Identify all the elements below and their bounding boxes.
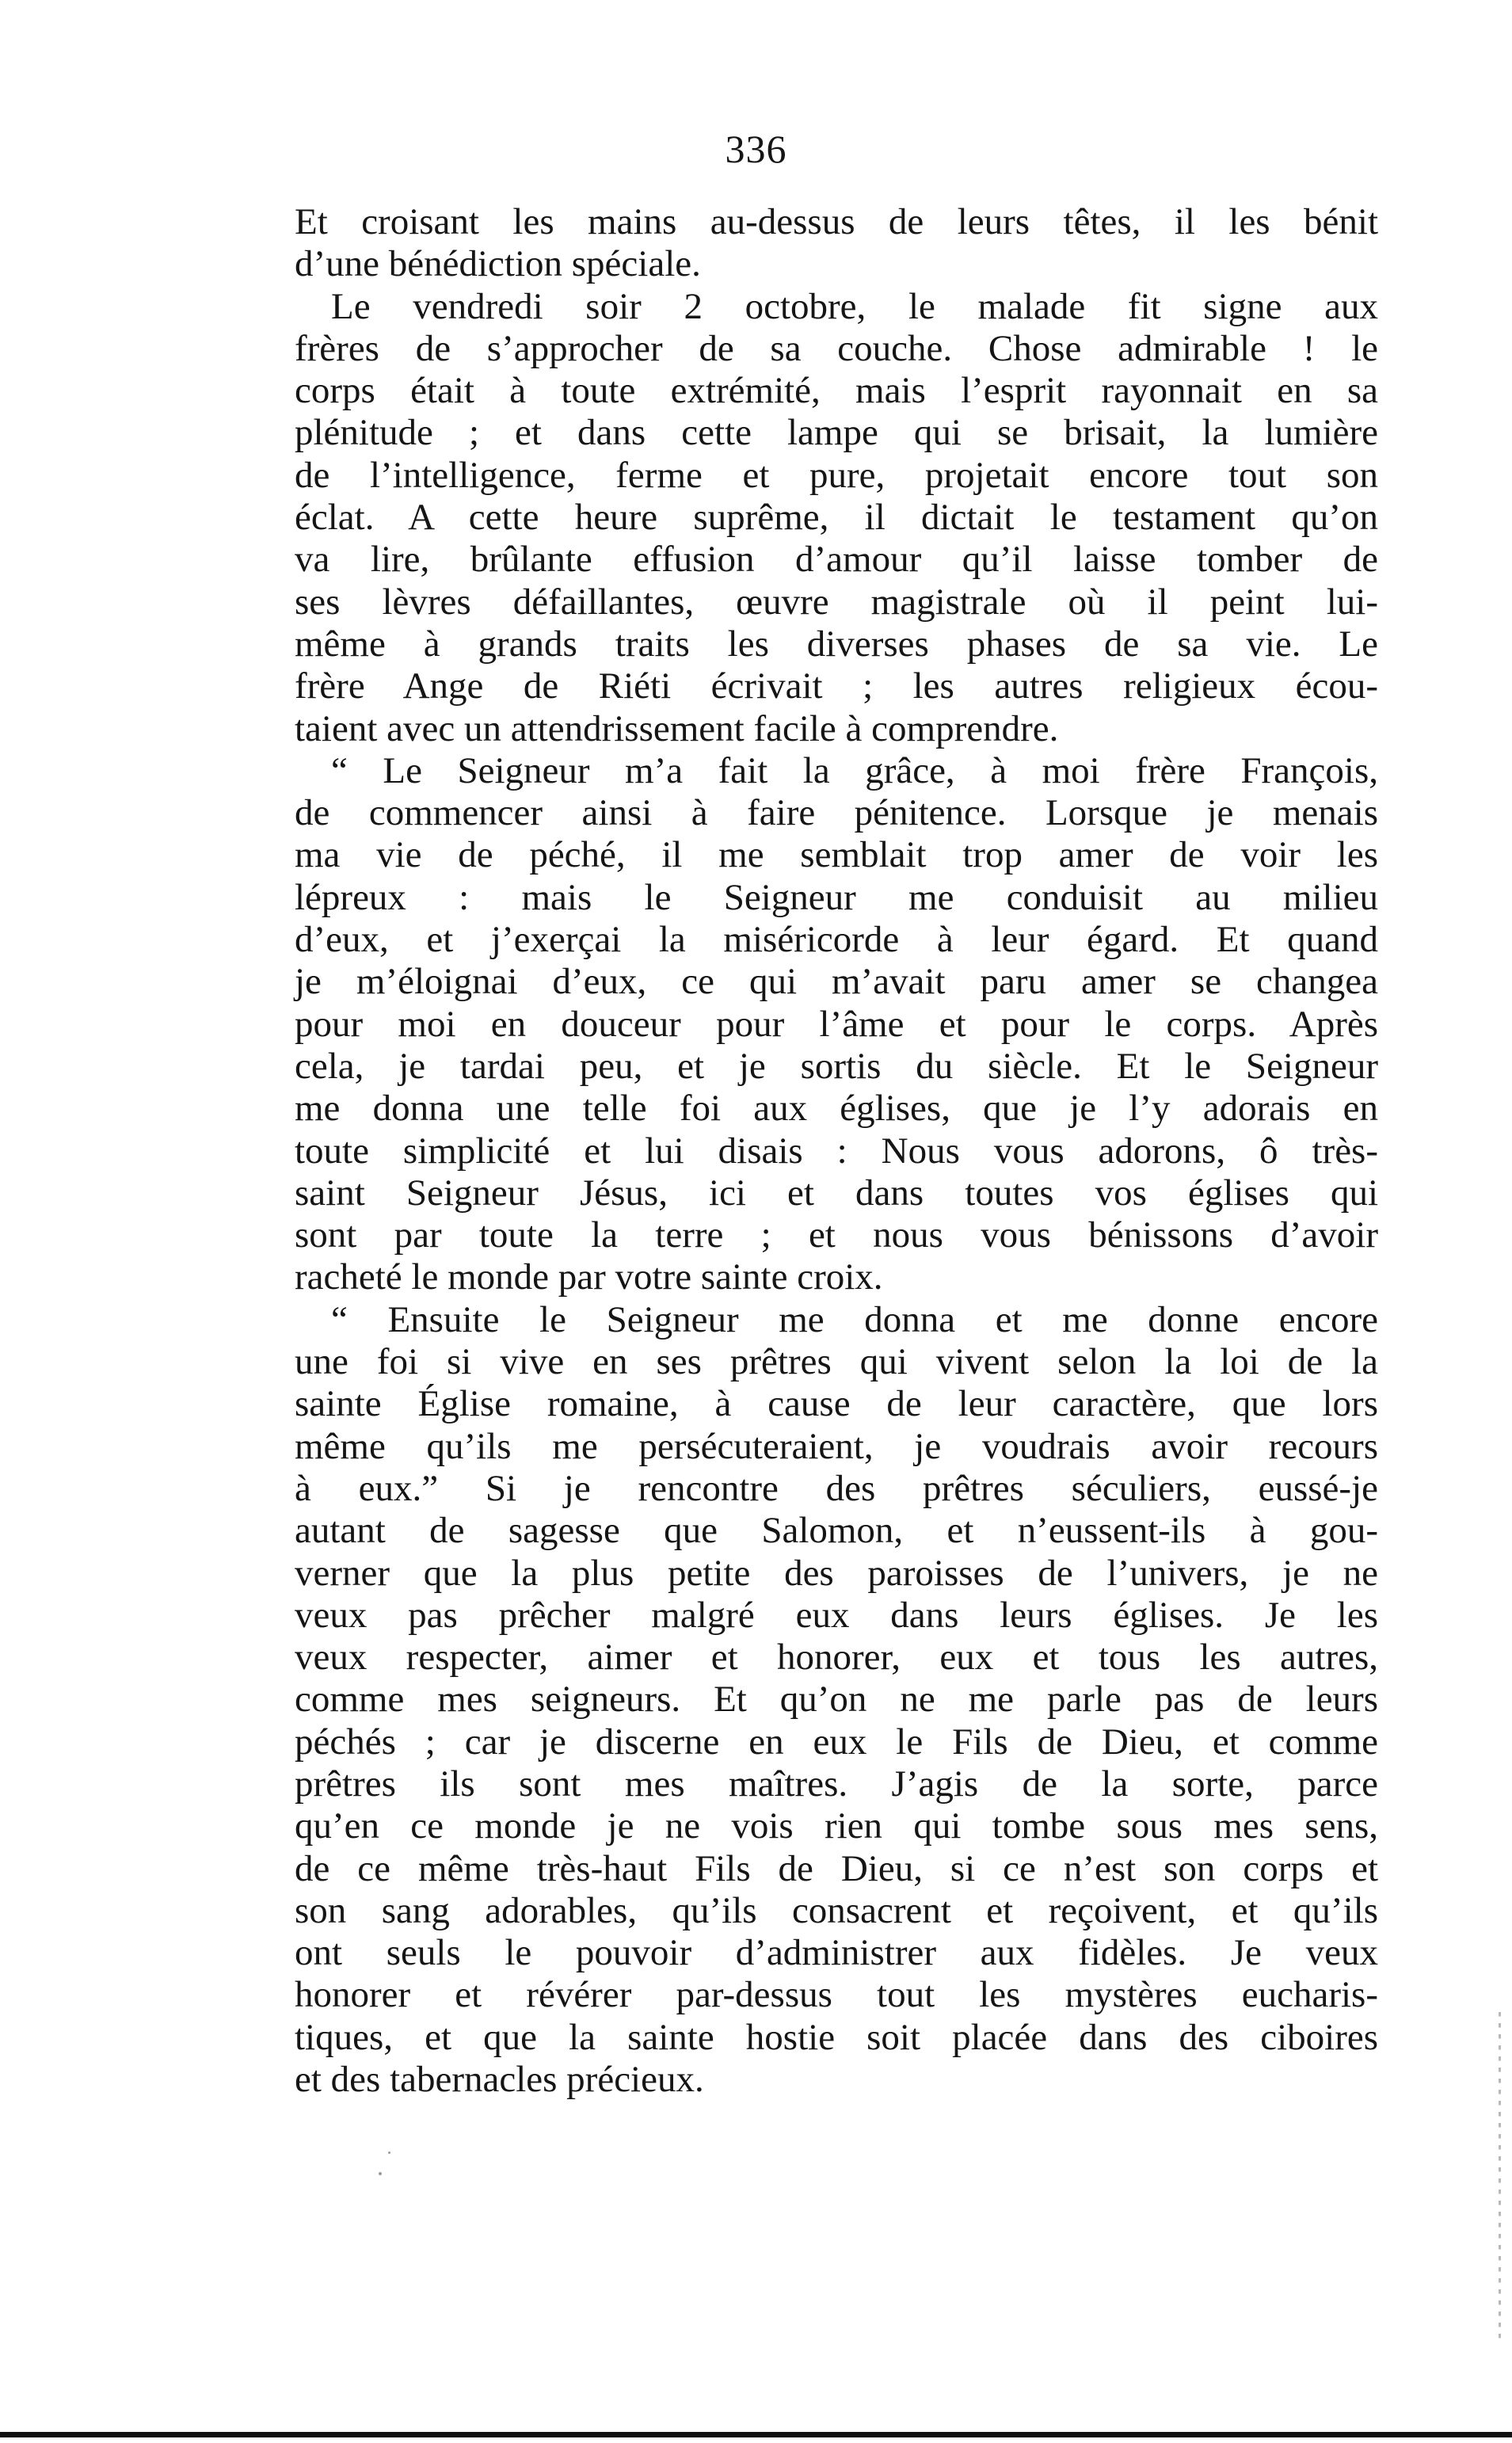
text-line: son sang adorables, qu’ils consacrent et reçoivent, et qu’ils (295, 1889, 1378, 1931)
text-line: verner que la plus petite des paroisses de l’univers, je ne (295, 1552, 1378, 1594)
text-line: cela, je tardai peu, et je sortis du siècle. Et le Seigneur (295, 1045, 1378, 1087)
text-line: ma vie de péché, il me semblait trop amer de voir les (295, 834, 1378, 876)
text-line: comme mes seigneurs. Et qu’on ne me parle pas de leurs (295, 1679, 1378, 1721)
body-text (295, 201, 1378, 2101)
text-line: de l’intelligence, ferme et pure, projetait encore tout son (295, 454, 1378, 496)
text-line: une foi si vive en ses prêtres qui vivent selon la loi de la (295, 1341, 1378, 1383)
text-line: saint Seigneur Jésus, ici et dans toutes vos églises qui (295, 1172, 1378, 1214)
text-line: même à grands traits les diverses phases de sa vie. Le (295, 623, 1378, 665)
text-line: Le vendredi soir 2 octobre, le malade fit signe aux (331, 285, 1378, 327)
text-line: taient avec un attendrissement facile à comprendre. (295, 707, 1059, 749)
text-line: sont par toute la terre ; et nous vous bénissons d’avoir (295, 1214, 1378, 1256)
text-line: même qu’ils me persécuteraient, je voudrais avoir recours (295, 1425, 1378, 1467)
text-line: d’une bénédiction spéciale. (295, 243, 701, 285)
text-line: pour moi en douceur pour l’âme et pour le corps. Après (295, 1003, 1378, 1045)
margin-dotted-edge (1499, 2012, 1501, 2345)
text-line: prêtres ils sont mes maîtres. J’agis de la sorte, parce (295, 1763, 1378, 1805)
text-line: me donna une telle foi aux églises, que je l’y adorais en (295, 1088, 1378, 1130)
text-line: autant de sagesse que Salomon, et n’eussent-ils à gou- (295, 1510, 1378, 1552)
text-line: qu’en ce monde je ne vois rien qui tombe sous mes sens, (295, 1805, 1378, 1847)
text-line: racheté le monde par votre sainte croix. (295, 1256, 883, 1298)
text-line: je m’éloignai d’eux, ce qui m’avait paru amer se changea (295, 961, 1378, 1003)
text-line: corps était à toute extrémité, mais l’esprit rayonnait en sa (295, 370, 1378, 412)
text-line: toute simplicité et lui disais : Nous vous adorons, ô très- (295, 1130, 1378, 1172)
text-line: ses lèvres défaillantes, œuvre magistrale où il peint lui- (295, 581, 1378, 623)
ink-speck (388, 2151, 390, 2154)
text-line: frère Ange de Riéti écrivait ; les autres religieux écou- (295, 665, 1378, 707)
text-line: péchés ; car je discerne en eux le Fils de Dieu, et comme (295, 1721, 1378, 1763)
text-line: et des tabernacles précieux. (295, 2059, 704, 2101)
text-line: tiques, et que la sainte hostie soit placée dans des ciboires (295, 2016, 1378, 2058)
text-line: éclat. A cette heure suprême, il dictait le testament qu’on (295, 497, 1378, 539)
text-line: “ Ensuite le Seigneur me donna et me donne encore (331, 1298, 1378, 1340)
text-line: de commencer ainsi à faire pénitence. Lorsque je menais (295, 792, 1378, 834)
text-line: “ Le Seigneur m’a fait la grâce, à moi frère François, (331, 749, 1378, 791)
text-line: à eux.” Si je rencontre des prêtres séculiers, eussé-je (295, 1467, 1378, 1509)
text-line: Et croisant les mains au-dessus de leurs têtes, il les bénit (295, 201, 1378, 242)
text-line: de ce même très-haut Fils de Dieu, si ce n’est son corps et (295, 1847, 1378, 1889)
text-line: honorer et révérer par-dessus tout les mystères eucharis- (295, 1974, 1378, 2016)
text-line: veux pas prêcher malgré eux dans leurs églises. Je les (295, 1594, 1378, 1636)
ink-speck (379, 2172, 382, 2175)
text-line: va lire, brûlante effusion d’amour qu’il laisse tomber de (295, 539, 1378, 581)
text-line: sainte Église romaine, à cause de leur caractère, que lors (295, 1383, 1378, 1425)
text-line: ont seuls le pouvoir d’administrer aux fidèles. Je veux (295, 1932, 1378, 1974)
page-number: 336 (725, 127, 787, 171)
text-line: plénitude ; et dans cette lampe qui se brisait, la lumière (295, 412, 1378, 454)
text-line: d’eux, et j’exerçai la miséricorde à leur égard. Et quand (295, 919, 1378, 961)
text-line: lépreux : mais le Seigneur me conduisit au milieu (295, 876, 1378, 918)
text-line: veux respecter, aimer et honorer, eux et tous les autres, (295, 1637, 1378, 1679)
bottom-border-line (0, 2432, 1512, 2437)
text-line: frères de s’approcher de sa couche. Chose admirable ! le (295, 327, 1378, 369)
